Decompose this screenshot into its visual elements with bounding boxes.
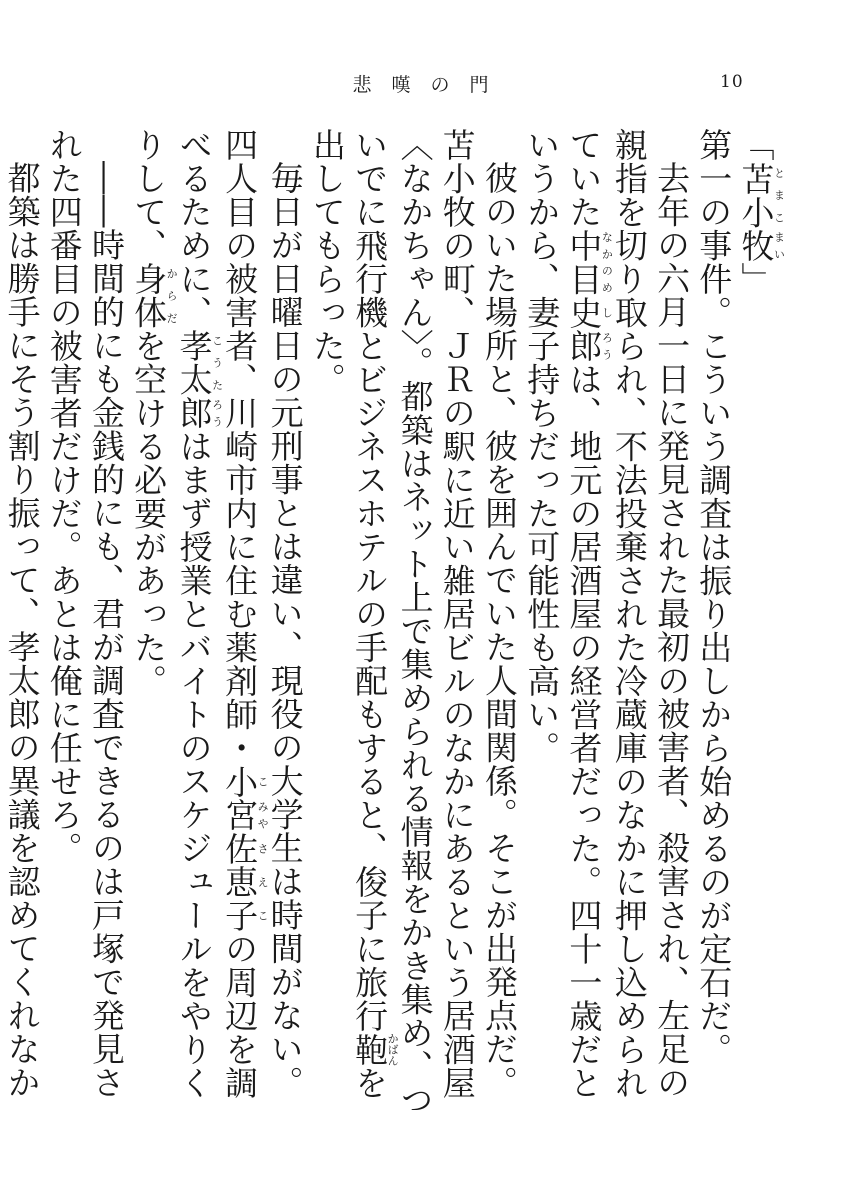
- paragraph: ――時間的にも金銭的にも、君が調査できるのは戸塚で発見された四番目の被害者だけだ。あとは俺に任せろ。: [44, 128, 126, 1099]
- page-number: 10: [720, 72, 744, 92]
- paragraph: 彼のいた場所と、彼を囲んでいた人間関係。そこが出発点だ。苫小牧の町、ＪＲの駅に近い雑居ビルのなかにあるという居酒屋〈なかちゃん〉。都築はネット上で集められる情報をかき集め、ついでに飛行機とビジネスホテルの手配もすると、俊子に旅行鞄かばんを出してもらった。: [307, 128, 519, 1117]
- paragraph: 去年の六月一日に発見された最初の被害者、殺害され、左足の親指を切り取られ、不法投棄された冷蔵庫のなかに押し込められていた中目なかのめ史し郎ろうは、地元の居酒屋の経営者だった。四十一歳だというから、妻子持ちだった可能性も高い。: [522, 128, 692, 1100]
- paragraph: 都築は勝手にそう割り振って、孝太郎の異議を認めてくれなか: [2, 161, 42, 1099]
- body-text: [0, 128, 785, 1128]
- running-title: 悲嘆の門: [352, 74, 509, 96]
- paragraph: 第一の事件。こういう調査は振り出しから始めるのが定石だ。: [694, 128, 734, 1066]
- paragraph: 毎日が日曜日の元刑事とは違い、現役の大学生は時間がない。四人目の被害者、川崎市内に住む薬剤師・小こ宮みや佐さ恵え子この周辺を調べるために、孝太こうた郎ろうはまず授業とバイトのスケジュールをやりくりして、身体からだを空ける必要があった。: [129, 128, 305, 1100]
- section-heading: 「苫小とまこ牧まい」: [736, 128, 786, 296]
